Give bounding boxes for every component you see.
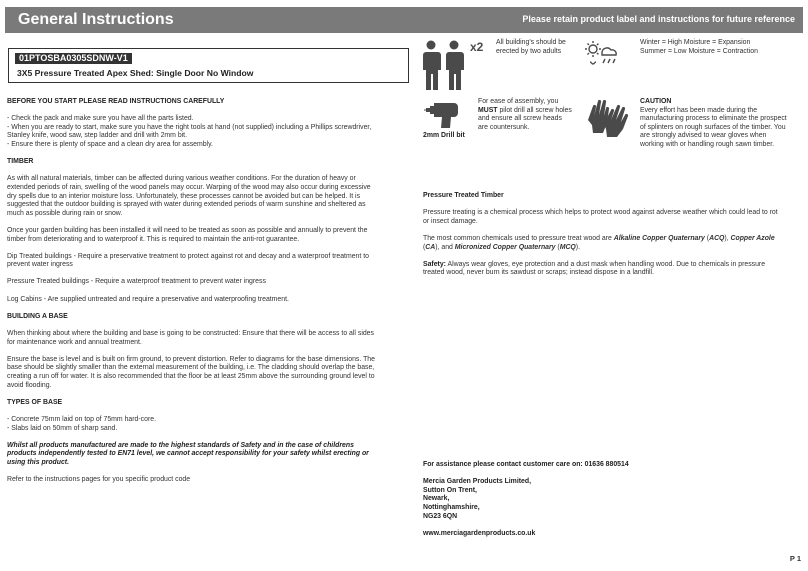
safety-disclaimer: Whilst all products manufactured are made to the highest standards of Safety and in the case of childrens products independently tested to EN71 level, we cannot accept responsibility for your safety whilst erecting or using this product. [7, 441, 369, 466]
pressure-paragraph: Pressure treating is a chemical process which helps to protect wood against adverse weather which could lead to rot or insect damage. [423, 209, 778, 225]
chemicals-paragraph: The most common chemicals used to pressure treat wood are Alkaline Copper Quaternary (ACQ), Copper Azole (CA), and Micronized Copper Quaternary (MCQ). [423, 234, 775, 251]
product-name: 3X5 Pressure Treated Apex Shed: Single Door No Window [17, 68, 254, 78]
drill-label: 2mm Drill bit [423, 132, 465, 139]
weather-icon [584, 40, 624, 70]
chemical-acq-abbr: ACQ [709, 234, 725, 242]
product-label-box [8, 48, 409, 83]
chemical-mcq-abbr: MCQ [559, 243, 576, 251]
website-link[interactable]: www.merciagardenproducts.co.uk [423, 529, 536, 537]
chemical-ca: Copper Azole [730, 234, 775, 242]
page-title: General Instructions [18, 11, 174, 28]
timber-paragraph: Pressure Treated buildings - Require a waterproof treatment to prevent water ingress [7, 278, 266, 286]
base-heading: BUILDING A BASE [7, 312, 68, 320]
before-line: - Check the pack and make sure you have all the parts listed. [7, 115, 194, 123]
weather-text: Winter = High Moisture = Expansion Summer = Low Moisture = Contraction [640, 39, 758, 55]
address-line: Mercia Garden Products Limited, [423, 478, 531, 486]
caution-heading: CAUTION [640, 98, 672, 105]
safety-text: Always wear gloves, eye protection and a dust mask when handling wood. Due to chemicals in pressure treated wood, never burn its sawdust or scraps; instead dispose in a landfill. [423, 260, 766, 277]
customer-care-line: For assistance please contact customer care on: 01636 880514 [423, 461, 629, 468]
contact-section [423, 461, 783, 547]
people-count: x2 [470, 40, 484, 54]
caution-block [640, 98, 790, 150]
left-column [7, 98, 375, 493]
chemical-ca-abbr: CA [425, 243, 436, 251]
timber-paragraph: Dip Treated buildings - Require a preservative treatment to protect against rot and decay and a waterproof treatment to prevent water ingress [7, 252, 369, 269]
pressure-heading: Pressure Treated Timber [423, 192, 504, 199]
safety-label: Safety: [423, 260, 446, 268]
types-line: - Concrete 75mm laid on top of 75mm hard-core. [7, 415, 156, 423]
product-code: 01PTOSBA0305SDNW-V1 [15, 53, 132, 64]
before-line: - Ensure there is plenty of space and a clean dry area for assembly. [7, 140, 213, 148]
address-line: Sutton On Trent, [423, 486, 477, 494]
types-list [7, 416, 375, 433]
address-line: NG23 6QN [423, 512, 458, 520]
header-note: Please retain product label and instructions for future reference [522, 14, 795, 24]
pressure-section [423, 192, 783, 287]
page-header [5, 7, 803, 33]
address-line: Newark, [423, 495, 450, 503]
caution-text: Every effort has been made during the manufacturing process to eliminate the prospect of splinters on rough surfaces of the timber. You are strongly advised to wear gloves when working with or handling rough sawn timber. [640, 106, 787, 148]
page-number: P 1 [789, 554, 801, 563]
timber-paragraph: Log Cabins - Are supplied untreated and require a preservative and waterproofing treatment. [7, 295, 289, 303]
drill-icon [424, 98, 468, 130]
drill-text-pre: For ease of assembly, you [478, 98, 559, 105]
types-heading: TYPES OF BASE [7, 398, 63, 406]
timber-paragraph: As with all natural materials, timber can be affected during various weather conditions. For the duration of heavy or extended periods of rain, swelling of the wood panels may occur. Warping of the wood may also occur during excessive dry spells due to an interior moisture loss. Unfortunately, these processes cannot be avoided but can be helped. It is suggested that the outdoor building is sprayed with water during extended periods of warm sunshine and sheltered as much as possible during rain or snow. [7, 175, 371, 217]
chemical-mcq: Micronized Copper Quaternary [454, 243, 556, 251]
chemicals-intro: The most common chemicals used to pressure treat wood are [423, 234, 612, 242]
drill-text-post: pilot drill all screw holes and ensure all screw heads are countersunk. [478, 106, 572, 131]
company-address [423, 478, 783, 521]
types-line: - Slabs laid on 50mm of sharp sand. [7, 424, 118, 432]
base-paragraph: When thinking about where the building and base is going to be constructed: Ensure that there will be access to all sides for maintenance work and annual treatment. [7, 330, 374, 346]
safety-paragraph [423, 261, 783, 278]
address-line: Nottinghamshire, [423, 503, 480, 511]
drill-text [478, 98, 572, 132]
gloves-icon [584, 98, 630, 142]
timber-heading: TIMBER [7, 158, 34, 166]
before-heading: BEFORE YOU START PLEASE READ INSTRUCTIONS CAREFULLY [7, 98, 225, 105]
base-paragraph: Ensure the base is level and is built on firm ground, to prevent distortion. Refer to diagrams for the base dimensions. The base should be slightly smaller than the external measurement of the building, i.e. The cladding should overlap the base, creating a run off for water. It is also recommended that the floor be at least 25mm above the surrounding ground level to avoid flooding. [7, 355, 375, 389]
before-list [7, 115, 375, 149]
chemicals-and: and [441, 243, 453, 251]
drill-text-must: MUST [478, 106, 498, 114]
chemical-acq: Alkaline Copper Quaternary [613, 234, 705, 242]
before-line: - When you are ready to start, make sure you have the right tools at hand (not supplied) including a Phillips screwdriver, Stanley knife, wood saw, step ladder and drill with 2mm bit. [7, 123, 372, 140]
refer-note: Refer to the instructions pages for you specific product code [7, 476, 191, 484]
two-people-icon [420, 40, 468, 92]
people-text: All building's should be erected by two adults [496, 39, 566, 55]
timber-paragraph: Once your garden building has been installed it will need to be treated as soon as possible and annually to prevent the timber from deteriorating and to waterproof it. This is required to maintain the anti-rot guarantee. [7, 226, 368, 243]
